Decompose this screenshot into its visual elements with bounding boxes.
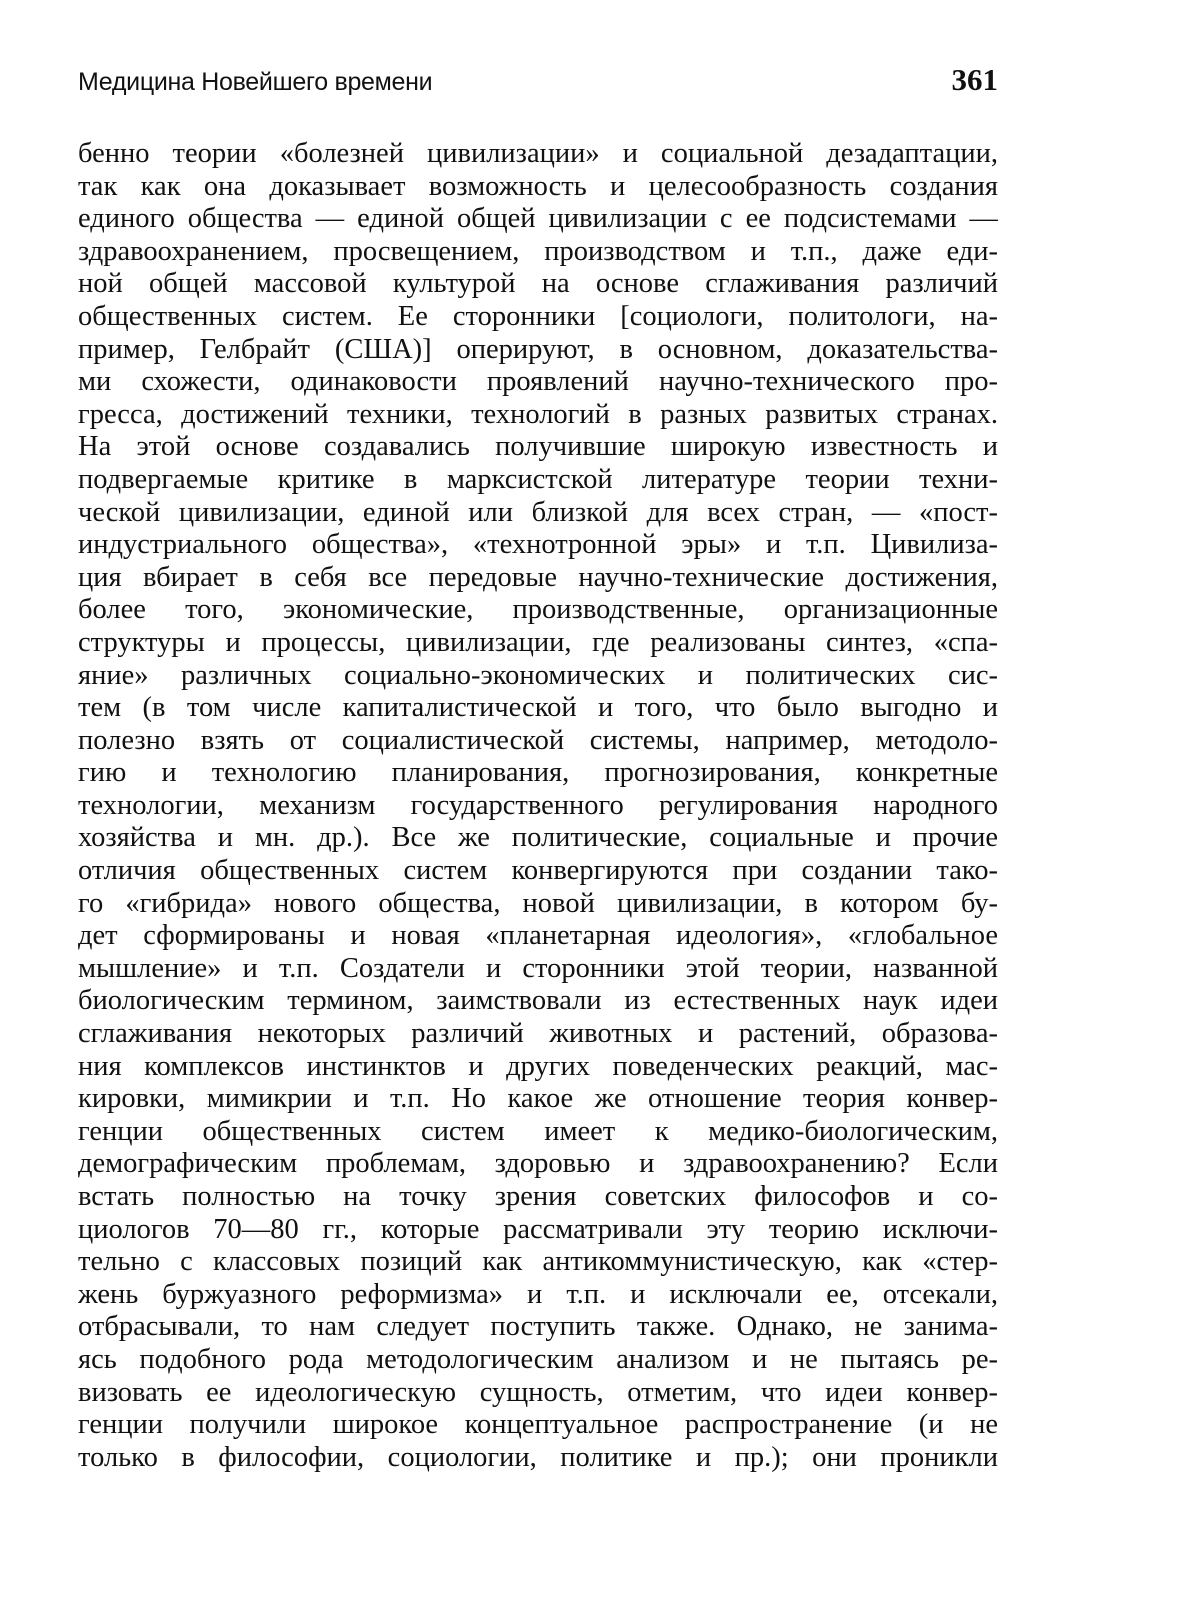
text-line: демографическим проблемам, здоровью и здравоохранению? Если xyxy=(78,1148,998,1180)
text-line: структуры и процессы, цивилизации, где реализованы синтез, «спа- xyxy=(78,626,998,658)
text-line: генции общественных систем имеет к медико-биологическим, xyxy=(78,1115,998,1147)
text-line: хозяйства и мн. др.). Все же политические, социальные и прочие xyxy=(78,822,998,854)
text-line: ческой цивилизации, единой или близкой для всех стран, — «пост- xyxy=(78,496,998,528)
text-line: циологов 70—80 гг., которые рассматривали эту теорию исключи- xyxy=(78,1213,998,1245)
text-line: биологическим термином, заимствовали из естественных наук идеи xyxy=(78,985,998,1017)
text-line: тем (в том числе капиталистической и того, что было выгодно и xyxy=(78,692,998,724)
body-text xyxy=(78,138,998,1474)
text-line: визовать ее идеологическую сущность, отметим, что идеи конвер- xyxy=(78,1376,998,1408)
text-line: отбрасывали, то нам следует поступить также. Однако, не занима- xyxy=(78,1311,998,1343)
text-line: здравоохранением, просвещением, производством и т.п., даже еди- xyxy=(78,235,998,267)
text-line: яние» различных социально-экономических и политических сис- xyxy=(78,659,998,691)
text-line: ция вбирает в себя все передовые научно-технические достижения, xyxy=(78,561,998,593)
text-line: отличия общественных систем конвергируются при создании тако- xyxy=(78,855,998,887)
text-line: бенно теории «болезней цивилизации» и социальной дезадаптации, xyxy=(78,138,998,169)
text-line: технологии, механизм государственного регулирования народного xyxy=(78,789,998,821)
text-line: встать полностью на точку зрения советских философов и со- xyxy=(78,1181,998,1212)
running-head xyxy=(78,62,998,102)
text-line: дет сформированы и новая «планетарная идеология», «глобальное xyxy=(78,920,998,952)
text-line: ясь подобного рода методологическим анализом и не пытаясь ре- xyxy=(78,1343,998,1375)
text-line: только в философии, социологии, политике и пр.); они проникли xyxy=(78,1441,998,1473)
text-line: гресса, достижений техники, технологий в разных развитых странах. xyxy=(78,398,998,430)
text-line: ной общей массовой культурой на основе сглаживания различий xyxy=(78,268,998,300)
text-line: пример, Гелбрайт (США)] оперируют, в основном, доказательства- xyxy=(78,333,998,365)
running-title: Медицина Новейшего времени xyxy=(78,68,433,96)
text-line: так как она доказывает возможность и целесообразность создания xyxy=(78,170,998,202)
page-number: 361 xyxy=(951,62,998,97)
text-line: полезно взять от социалистической системы, например, методоло- xyxy=(78,724,998,756)
text-line: ми схожести, одинаковости проявлений научно-технического про- xyxy=(78,366,998,398)
text-line: тельно с классовых позиций как антикоммунистическую, как «стер- xyxy=(78,1246,998,1278)
text-line: гию и технологию планирования, прогнозирования, конкретные xyxy=(78,757,998,789)
text-line: более того, экономические, производственные, организационные xyxy=(78,594,998,626)
text-line: кировки, мимикрии и т.п. Но какое же отношение теория конвер- xyxy=(78,1083,998,1115)
text-line: общественных систем. Ее сторонники [социологи, политологи, на- xyxy=(78,300,998,332)
text-line: ния комплексов инстинктов и других поведенческих реакций, мас- xyxy=(78,1050,998,1082)
text-line: На этой основе создавались получившие широкую известность и xyxy=(78,431,998,463)
text-line: единого общества — единой общей цивилизации с ее подсистемами — xyxy=(78,203,998,235)
text-line: го «гибрида» нового общества, новой цивилизации, в котором бу- xyxy=(78,887,998,919)
text-line: жень буржуазного реформизма» и т.п. и исключали ее, отсекали, xyxy=(78,1278,998,1310)
text-line: индустриального общества», «технотронной эры» и т.п. Цивилиза- xyxy=(78,529,998,561)
text-line: генции получили широкое концептуальное распространение (и не xyxy=(78,1409,998,1441)
text-line: подвергаемые критике в марксистской литературе теории техни- xyxy=(78,463,998,495)
text-line: сглаживания некоторых различий животных и растений, образова- xyxy=(78,1018,998,1050)
text-line: мышление» и т.п. Создатели и сторонники этой теории, названной xyxy=(78,952,998,984)
